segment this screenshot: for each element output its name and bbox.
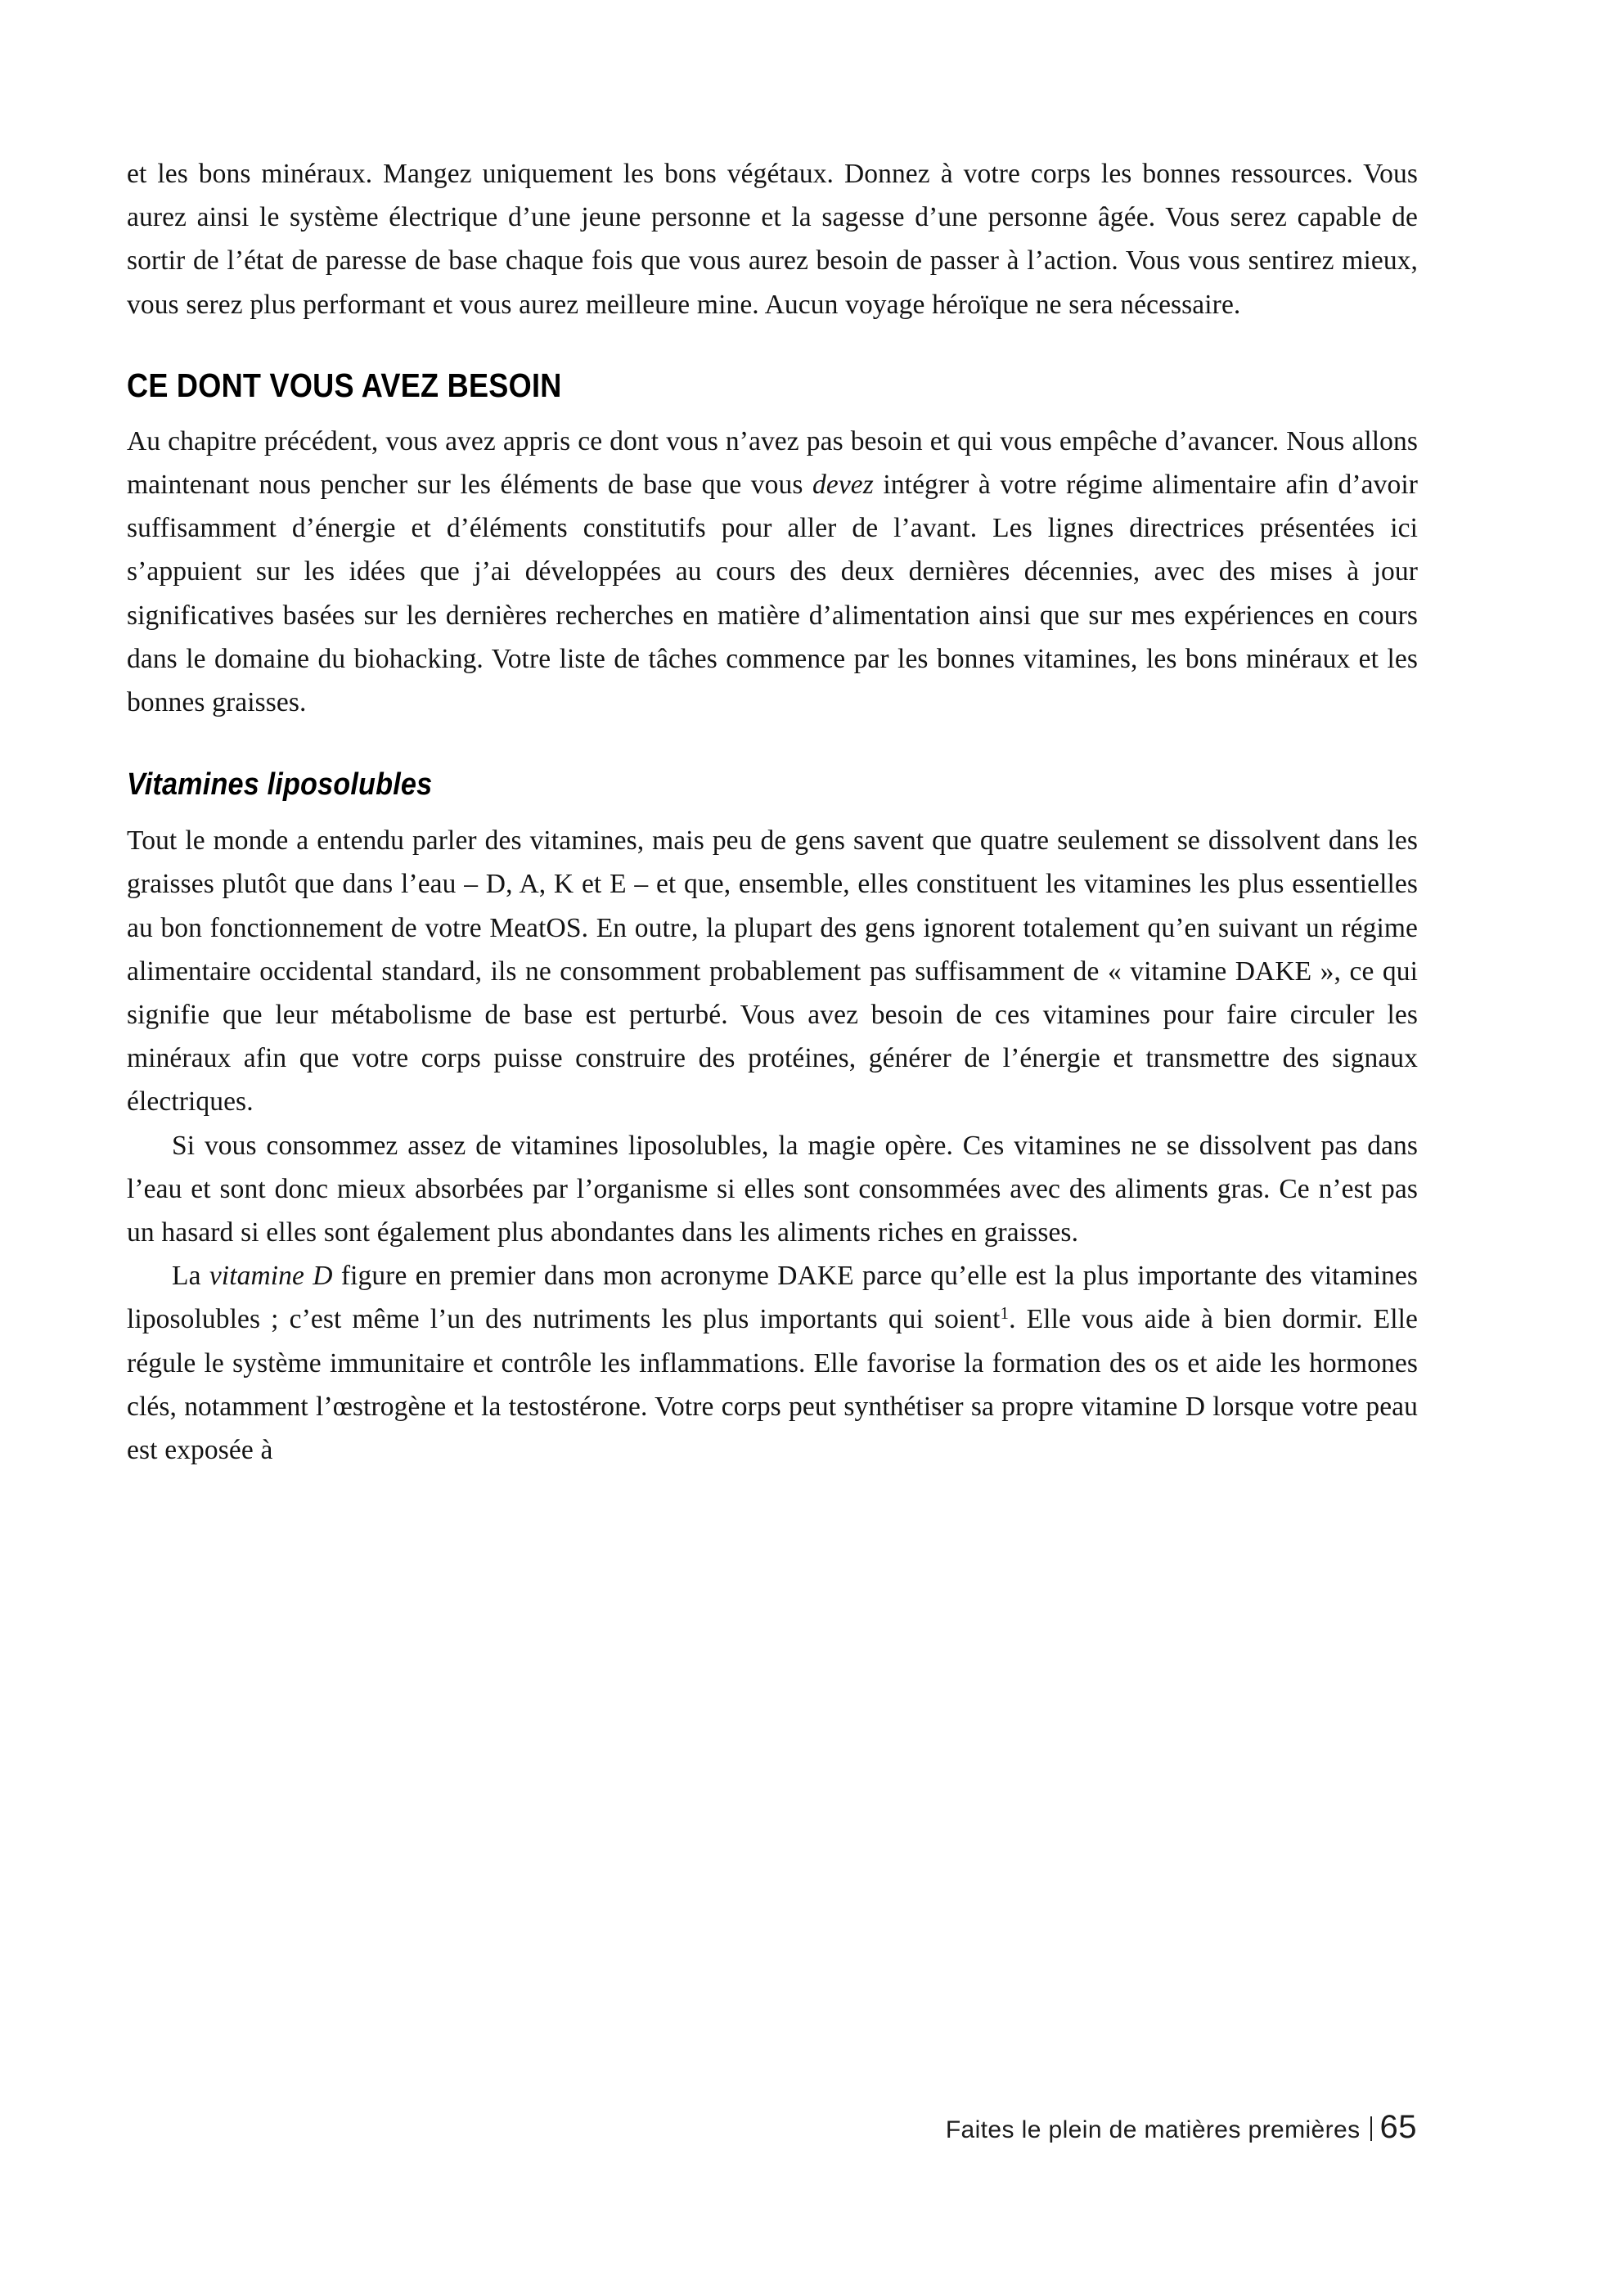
paragraph-vitamin-d	[127, 1254, 1418, 1472]
footer-running-title: Faites le plein de matières premières	[945, 2116, 1361, 2143]
emphasis-devez: devez	[812, 470, 874, 501]
paragraph-text-segment: . Elle vous aide à bien dormir. Elle régule le système immunitaire et contrôle les inflammations. Elle favorise la formation des os et aide les hormones clés, notamment l’œstrogène et la testostérone. Votre corps peut synthétiser sa propre vitamine D lorsque votre peau est exposée à	[127, 1304, 1418, 1466]
paragraph-text-segment: intégrer à votre régime alimentaire afin d’avoir suffisamment d’énergie et d’éléments constitutifs pour aller de l’avant. Les lignes directrices présentées ici s’appuient sur les idées que j’ai développées au cours des deux dernières décennies, avec des mises à jour significatives basées sur les dernières recherches en matière d’alimentation ainsi que sur mes expériences en cours dans le domaine du biohacking. Votre liste de tâches commence par les bonnes vitamines, les bons minéraux et les bonnes graisses.	[127, 470, 1418, 718]
footer-separator-rule	[1370, 2116, 1372, 2141]
paragraph-text-segment: figure en premier dans mon acronyme DAKE parce qu’elle est la plus importante des vitamines liposolubles ; c’est même l’un des nutriments les plus importants qui soient	[127, 1261, 1418, 1335]
emphasis-vitamine-d: vitamine D	[209, 1261, 333, 1292]
footer-page-number: 65	[1379, 2109, 1417, 2145]
paragraph-vitamins-intro: Tout le monde a entendu parler des vitamines, mais peu de gens savent que quatre seulement se dissolvent dans les graisses plutôt que dans l’eau – D, A, K et E – et que, ensemble, elles constituent les vitamines les plus essentielles au bon fonctionnement de votre MeatOS. En outre, la plupart des gens ignorent totalement qu’en suivant un régime alimentaire occidental standard, ils ne consomment probablement pas suffisamment de « vitamine DAKE », ce qui signifie que leur métabolisme de base est perturbé. Vous avez besoin de ces vitamines pour faire circuler les minéraux afin que votre corps puisse construire des protéines, générer de l’énergie et transmettre des signaux électriques.	[127, 825, 1418, 1118]
text-column	[127, 152, 1418, 1472]
footnote-marker[interactable]: 1	[1000, 1304, 1010, 1324]
sub-heading-fat-soluble-vitamins: Vitamines liposolubles	[127, 767, 433, 803]
section-heading: CE DONT VOUS AVEZ BESOIN	[127, 366, 562, 404]
paragraph-text-segment: Au chapitre précédent, vous avez appris ce dont vous n’avez pas besoin et qui vous empêche d’avancer. Nous allons maintenant nous pencher sur les éléments de base que vous	[127, 425, 1418, 501]
paragraph-what-you-need	[127, 420, 1418, 724]
paragraph-continuation: et les bons minéraux. Mangez uniquement les bons végétaux. Donnez à votre corps les bonnes ressources. Vous aurez ainsi le système électrique d’une jeune personne et la sagesse d’une personne âgée. Vous serez capable de sortir de l’état de paresse de base chaque fois que vous aurez besoin de passer à l’action. Vous vous sentirez mieux, vous serez plus performant et vous aurez meilleure mine. Aucun voyage héroïque ne sera nécessaire.	[127, 159, 1418, 320]
paragraph-magic-happens: Si vous consommez assez de vitamines liposolubles, la magie opère. Ces vitamines ne se dissolvent pas dans l’eau et sont donc mieux absorbées par l’organisme si elles sont consommées avec des aliments gras. Ce n’est pas un hasard si elles sont également plus abondantes dans les aliments riches en graisses.	[127, 1130, 1418, 1248]
spacer	[127, 724, 1418, 767]
spacer	[127, 326, 1418, 366]
spacer	[127, 405, 1418, 420]
page-footer	[0, 2109, 1624, 2146]
spacer	[127, 803, 1418, 819]
paragraph-text-segment: La	[172, 1261, 209, 1292]
